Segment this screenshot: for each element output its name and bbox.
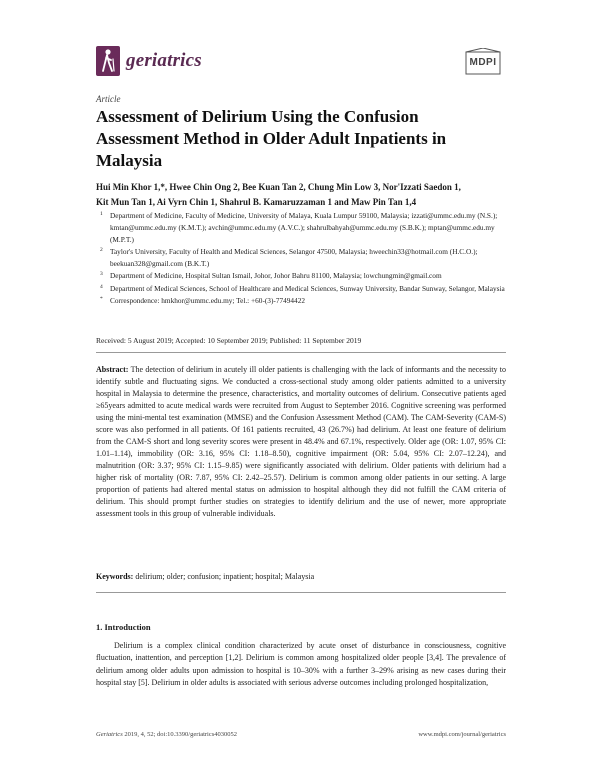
publication-dates: Received: 5 August 2019; Accepted: 10 September 2019; Published: 11 September 2019	[96, 336, 362, 345]
correspondence-marker: *	[100, 295, 103, 302]
section-heading: 1. Introduction	[96, 622, 151, 632]
introduction-text: Delirium is a complex clinical condition characterized by acute onset of disturbance in consciousness, cognitive fluctuation, inattention, and perception [1,2]. Delirium is common among hospitalized older people [3,4]. The prevalence of delirium among older adults upon admission to hospital is 10–30% with a further 3–29% arising as new cases during their hospital stay [5]. Delirium in older adults is associated with serious adverse outcomes including prolonged hospitalization,	[96, 641, 506, 688]
keywords-label: Keywords:	[96, 572, 134, 581]
abstract	[96, 364, 506, 520]
affiliation-item	[96, 210, 506, 246]
affiliation-text: Department of Medical Sciences, School of Healthcare and Medical Sciences, Sunway University, Bandar Sunway, Selangor, Malaysia	[110, 283, 505, 293]
journal-website-link[interactable]: www.mdpi.com/journal/geriatrics	[418, 731, 506, 738]
affiliation-text: Department of Medicine, Faculty of Medicine, University of Malaya, Kuala Lumpur 59100, Malaysia; izzati@ummc.edu.my (N.S.); kmtan@ummc.edu.my (K.M.T.); avchin@ummc.edu.my (A.V.C.); shahrulbahyah@ummc.edu.my (S.B.K.); mptan@ummc.edu.my (M.P.T.)	[110, 211, 498, 245]
keywords	[96, 572, 506, 581]
divider	[96, 352, 506, 353]
article-title: Assessment of Delirium Using the Confusion Assessment Method in Older Adult Inpatients in Malaysia	[96, 107, 447, 170]
affiliation-item	[96, 283, 506, 295]
affiliation-number: 3	[100, 271, 103, 278]
correspondence-item	[96, 295, 506, 307]
citation-details: 2019, 4, 52; doi:10.3390/geriatrics4030052	[124, 731, 238, 738]
affiliation-text: Department of Medicine, Hospital Sultan Ismail, Johor, Johor Bahru 81100, Malaysia; lowchungmin@gmail.com	[110, 271, 442, 281]
affiliation-text: Taylor's University, Faculty of Health and Medical Sciences, Selangor 47500, Malaysia; hweechin33@hotmail.com (H.C.O.); beekuan328@gmail.com (B.K.T.)	[110, 247, 478, 269]
abstract-text: The detection of delirium in acutely ill older patients is challenging with the lack of informants and the necessity to identify subtle and fluctuating signs. We conducted a cross-sectional study among older patients admitted to a university hospital in Malaysia to determine the presence, characteristics, and mortality outcomes of delirium. Consecutive patients aged ≥65years admitted to acute medical wards were recruited from August to September 2016. Cognitive screening was performed using the mini-mental test examination (MMSE) and the Confusion Assessment Method (CAM). The CAM-Severity (CAM-S) score was also performed in all patients. Of 161 patients recruited, 43 (26.7%) had delirium. At least one feature of delirium from the CAM-S short and long severity scores were present in 48.4% and 67.1%, respectively. Older age (OR: 1.07, 95% CI: 1.01–1.14), immobility (OR: 3.16, 95% CI: 1.18–8.50), cognitive impairment (OR: 5.04, 95% CI: 2.07–12.24), and malnutrition (OR: 3.37; 95% CI: 1.15–9.85) were significantly associated with delirium. Older patients with delirium had a higher risk of mortality (OR: 7.87, 95% CI: 2.42–25.57). Delirium is common among older patients in our setting. A large proportion of patients had altered mental status on admission to hospital although they did not fulfill the CAM criteria of delirium. This should prompt further studies on strategies to identify delirium and the use of newer, more appropriate assessment tools in this group of vulnerable individuals.	[96, 365, 507, 518]
publisher-name: MDPI	[469, 57, 497, 68]
journal-logo	[96, 46, 120, 76]
affiliation-number: 1	[100, 211, 103, 217]
publisher-logo	[462, 48, 504, 78]
authors-line-1: Hui Min Khor 1,*, Hwee Chin Ong 2, Bee Kuan Tan 2, Chung Min Low 3, Nor'Izzati Saedon 1,	[96, 182, 461, 192]
author-list	[96, 180, 506, 210]
journal-name: geriatrics	[126, 50, 202, 71]
abstract-label: Abstract:	[96, 365, 129, 374]
affiliations	[96, 210, 506, 307]
citation	[96, 731, 237, 738]
divider	[96, 592, 506, 593]
affiliation-number: 2	[100, 247, 103, 254]
affiliation-item	[96, 246, 506, 270]
keywords-text: delirium; older; confusion; inpatient; hospital; Malaysia	[135, 572, 315, 581]
affiliation-number: 4	[100, 283, 103, 290]
walking-person-icon	[96, 46, 120, 76]
citation-journal: Geriatrics	[96, 731, 123, 738]
article-type: Article	[96, 94, 121, 104]
authors-line-2: Kit Mun Tan 1, Ai Vyrn Chin 1, Shahrul B. Kamaruzzaman 1 and Maw Pin Tan 1,4	[96, 197, 417, 207]
affiliation-item	[96, 270, 506, 282]
correspondence-text: Correspondence: hmkhor@ummc.edu.my; Tel.: +60-(3)-77494422	[110, 295, 306, 305]
